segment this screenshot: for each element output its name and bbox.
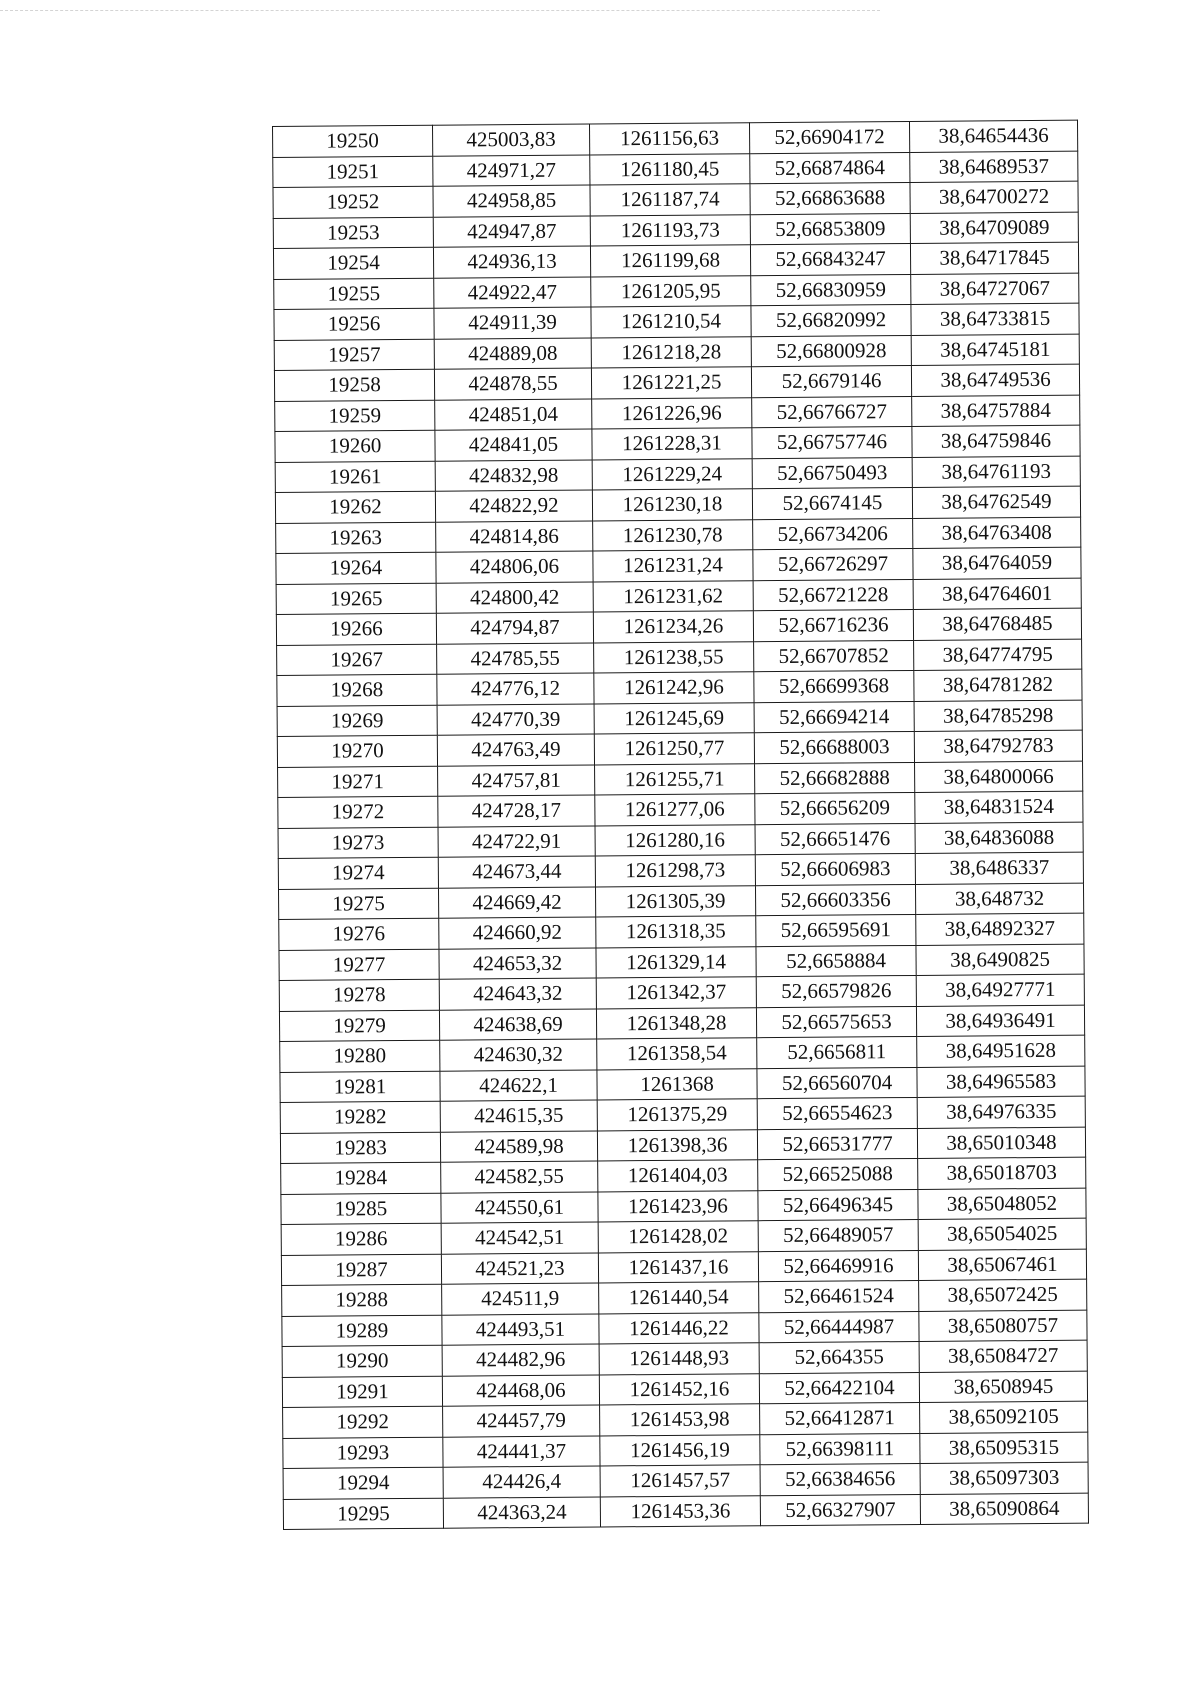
x-coordinate-cell: 424922,47 [434, 277, 591, 309]
y-coordinate-cell: 1261228,31 [592, 428, 752, 460]
latitude-cell: 52,66734206 [753, 518, 913, 550]
x-coordinate-cell: 424911,39 [434, 307, 591, 339]
latitude-cell: 52,66595691 [756, 914, 916, 946]
longitude-cell: 38,64774795 [914, 639, 1082, 671]
latitude-cell: 52,66444987 [759, 1311, 919, 1343]
point-number-cell: 19277 [279, 949, 439, 981]
longitude-cell: 38,65018703 [918, 1157, 1086, 1189]
y-coordinate-cell: 1261423,96 [598, 1190, 758, 1222]
x-coordinate-cell: 424936,13 [433, 246, 590, 278]
y-coordinate-cell: 1261404,03 [598, 1160, 758, 1192]
point-number-cell: 19295 [283, 1498, 443, 1530]
point-number-cell: 19276 [279, 918, 439, 950]
y-coordinate-cell: 1261221,25 [591, 367, 751, 399]
y-coordinate-cell: 1261318,35 [596, 916, 756, 948]
longitude-cell: 38,64761193 [912, 456, 1080, 488]
x-coordinate-cell: 424615,35 [440, 1100, 597, 1132]
longitude-cell: 38,64831524 [915, 791, 1083, 823]
longitude-cell: 38,65097303 [920, 1462, 1088, 1494]
y-coordinate-cell: 1261218,28 [591, 336, 751, 368]
latitude-cell: 52,6674145 [752, 487, 912, 519]
point-number-cell: 19279 [279, 1010, 439, 1042]
point-number-cell: 19291 [282, 1376, 442, 1408]
y-coordinate-cell: 1261238,55 [594, 641, 754, 673]
coordinate-table-body [273, 120, 1089, 1529]
latitude-cell: 52,66656209 [755, 792, 915, 824]
longitude-cell: 38,64762549 [912, 486, 1080, 518]
point-number-cell: 19252 [273, 186, 433, 218]
point-number-cell: 19260 [275, 430, 435, 462]
y-coordinate-cell: 1261329,14 [596, 946, 756, 978]
x-coordinate-cell: 424521,23 [441, 1252, 598, 1284]
x-coordinate-cell: 424468,06 [442, 1374, 599, 1406]
longitude-cell: 38,64749536 [911, 364, 1079, 396]
point-number-cell: 19262 [275, 491, 435, 523]
longitude-cell: 38,6508945 [919, 1371, 1087, 1403]
latitude-cell: 52,66830959 [751, 274, 911, 306]
longitude-cell: 38,64689537 [910, 151, 1078, 183]
longitude-cell: 38,64759846 [912, 425, 1080, 457]
point-number-cell: 19281 [280, 1071, 440, 1103]
x-coordinate-cell: 424889,08 [434, 337, 591, 369]
y-coordinate-cell: 1261229,24 [592, 458, 752, 490]
x-coordinate-cell: 424794,87 [436, 612, 593, 644]
x-coordinate-cell: 424441,37 [443, 1435, 600, 1467]
y-coordinate-cell: 1261156,63 [589, 123, 749, 155]
x-coordinate-cell: 424841,05 [435, 429, 592, 461]
longitude-cell: 38,64785298 [914, 700, 1082, 732]
latitude-cell: 52,6679146 [751, 365, 911, 397]
x-coordinate-cell: 424493,51 [442, 1313, 599, 1345]
latitude-cell: 52,66412871 [760, 1402, 920, 1434]
x-coordinate-cell: 424630,32 [440, 1039, 597, 1071]
longitude-cell: 38,65010348 [917, 1127, 1085, 1159]
latitude-cell: 52,66384656 [760, 1463, 920, 1495]
point-number-cell: 19293 [283, 1437, 443, 1469]
point-number-cell: 19285 [281, 1193, 441, 1225]
point-number-cell: 19294 [283, 1467, 443, 1499]
point-number-cell: 19259 [275, 400, 435, 432]
longitude-cell: 38,64717845 [910, 242, 1078, 274]
x-coordinate-cell: 424770,39 [437, 703, 594, 735]
y-coordinate-cell: 1261446,22 [599, 1312, 759, 1344]
x-coordinate-cell: 424669,42 [438, 886, 595, 918]
longitude-cell: 38,65067461 [918, 1249, 1086, 1281]
point-number-cell: 19272 [278, 796, 438, 828]
x-coordinate-cell: 424722,91 [438, 825, 595, 857]
x-coordinate-cell: 424653,32 [439, 947, 596, 979]
y-coordinate-cell: 1261456,19 [600, 1434, 760, 1466]
longitude-cell: 38,65084727 [919, 1340, 1087, 1372]
x-coordinate-cell: 424763,49 [437, 734, 594, 766]
longitude-cell: 38,64781282 [914, 669, 1082, 701]
x-coordinate-cell: 424622,1 [440, 1069, 597, 1101]
longitude-cell: 38,65072425 [919, 1279, 1087, 1311]
y-coordinate-cell: 1261305,39 [595, 885, 755, 917]
latitude-cell: 52,66757746 [752, 426, 912, 458]
point-number-cell: 19250 [273, 125, 433, 157]
y-coordinate-cell: 1261199,68 [590, 245, 750, 277]
point-number-cell: 19267 [277, 644, 437, 676]
longitude-cell: 38,64768485 [913, 608, 1081, 640]
x-coordinate-cell: 424878,55 [434, 368, 591, 400]
y-coordinate-cell: 1261205,95 [591, 275, 751, 307]
x-coordinate-cell: 424673,44 [438, 856, 595, 888]
point-number-cell: 19256 [274, 308, 434, 340]
x-coordinate-cell: 424776,12 [437, 673, 594, 705]
point-number-cell: 19253 [273, 217, 433, 249]
longitude-cell: 38,65092105 [920, 1401, 1088, 1433]
y-coordinate-cell: 1261230,18 [592, 489, 752, 521]
longitude-cell: 38,65054025 [918, 1218, 1086, 1250]
y-coordinate-cell: 1261453,36 [600, 1495, 760, 1527]
scan-edge-line [0, 10, 880, 11]
y-coordinate-cell: 1261242,96 [594, 672, 754, 704]
point-number-cell: 19257 [274, 339, 434, 371]
point-number-cell: 19269 [277, 705, 437, 737]
latitude-cell: 52,66531777 [757, 1128, 917, 1160]
longitude-cell: 38,6486337 [915, 852, 1083, 884]
y-coordinate-cell: 1261231,62 [593, 580, 753, 612]
x-coordinate-cell: 424971,27 [433, 155, 590, 187]
longitude-cell: 38,64654436 [909, 120, 1077, 152]
latitude-cell: 52,66707852 [754, 640, 914, 672]
coordinate-table [272, 120, 1089, 1530]
x-coordinate-cell: 424582,55 [441, 1161, 598, 1193]
longitude-cell: 38,64800066 [915, 761, 1083, 793]
longitude-cell: 38,65080757 [919, 1310, 1087, 1342]
point-number-cell: 19264 [276, 552, 436, 584]
x-coordinate-cell: 424426,4 [443, 1466, 600, 1498]
x-coordinate-cell: 424638,69 [439, 1008, 596, 1040]
x-coordinate-cell: 424511,9 [442, 1283, 599, 1315]
x-coordinate-cell: 424728,17 [438, 795, 595, 827]
x-coordinate-cell: 424832,98 [435, 459, 592, 491]
point-number-cell: 19287 [281, 1254, 441, 1286]
x-coordinate-cell: 424785,55 [437, 642, 594, 674]
longitude-cell: 38,64700272 [910, 181, 1078, 213]
point-number-cell: 19268 [277, 674, 437, 706]
latitude-cell: 52,66750493 [752, 457, 912, 489]
x-coordinate-cell: 424757,81 [438, 764, 595, 796]
longitude-cell: 38,64745181 [911, 334, 1079, 366]
latitude-cell: 52,66469916 [758, 1250, 918, 1282]
latitude-cell: 52,66682888 [755, 762, 915, 794]
longitude-cell: 38,64976335 [917, 1096, 1085, 1128]
latitude-cell: 52,66766727 [752, 396, 912, 428]
longitude-cell: 38,64709089 [910, 212, 1078, 244]
latitude-cell: 52,66422104 [759, 1372, 919, 1404]
x-coordinate-cell: 424542,51 [441, 1222, 598, 1254]
longitude-cell: 38,64951628 [917, 1035, 1085, 1067]
y-coordinate-cell: 1261348,28 [596, 1007, 756, 1039]
x-coordinate-cell: 424550,61 [441, 1191, 598, 1223]
y-coordinate-cell: 1261187,74 [590, 184, 750, 216]
x-coordinate-cell: 424806,06 [436, 551, 593, 583]
x-coordinate-cell: 424660,92 [439, 917, 596, 949]
latitude-cell: 52,66721228 [753, 579, 913, 611]
point-number-cell: 19274 [278, 857, 438, 889]
table-row [283, 1493, 1088, 1530]
y-coordinate-cell: 1261358,54 [597, 1038, 757, 1070]
latitude-cell: 52,66699368 [754, 670, 914, 702]
longitude-cell: 38,64792783 [914, 730, 1082, 762]
longitude-cell: 38,65095315 [920, 1432, 1088, 1464]
latitude-cell: 52,66688003 [754, 731, 914, 763]
longitude-cell: 38,6490825 [916, 944, 1084, 976]
point-number-cell: 19290 [282, 1345, 442, 1377]
longitude-cell: 38,65048052 [918, 1188, 1086, 1220]
point-number-cell: 19286 [281, 1223, 441, 1255]
point-number-cell: 19251 [273, 156, 433, 188]
longitude-cell: 38,64936491 [916, 1005, 1084, 1037]
y-coordinate-cell: 1261245,69 [594, 702, 754, 734]
latitude-cell: 52,66496345 [758, 1189, 918, 1221]
latitude-cell: 52,66694214 [754, 701, 914, 733]
y-coordinate-cell: 1261437,16 [598, 1251, 758, 1283]
latitude-cell: 52,66489057 [758, 1219, 918, 1251]
latitude-cell: 52,66327907 [760, 1494, 920, 1526]
x-coordinate-cell: 424482,96 [442, 1344, 599, 1376]
y-coordinate-cell: 1261210,54 [591, 306, 751, 338]
longitude-cell: 38,64727067 [911, 273, 1079, 305]
latitude-cell: 52,66560704 [757, 1067, 917, 1099]
latitude-cell: 52,66843247 [750, 243, 910, 275]
point-number-cell: 19266 [276, 613, 436, 645]
point-number-cell: 19254 [273, 247, 433, 279]
x-coordinate-cell: 424457,79 [443, 1405, 600, 1437]
latitude-cell: 52,66800928 [751, 335, 911, 367]
latitude-cell: 52,66461524 [759, 1280, 919, 1312]
latitude-cell: 52,66603356 [755, 884, 915, 916]
longitude-cell: 38,64836088 [915, 822, 1083, 854]
longitude-cell: 38,64763408 [913, 517, 1081, 549]
latitude-cell: 52,66651476 [755, 823, 915, 855]
latitude-cell: 52,66525088 [758, 1158, 918, 1190]
y-coordinate-cell: 1261298,73 [595, 855, 755, 887]
latitude-cell: 52,6658884 [756, 945, 916, 977]
x-coordinate-cell: 424814,86 [436, 520, 593, 552]
y-coordinate-cell: 1261428,02 [598, 1221, 758, 1253]
x-coordinate-cell: 424958,85 [433, 185, 590, 217]
point-number-cell: 19271 [278, 766, 438, 798]
y-coordinate-cell: 1261250,77 [594, 733, 754, 765]
latitude-cell: 52,66853809 [750, 213, 910, 245]
latitude-cell: 52,6656811 [757, 1036, 917, 1068]
point-number-cell: 19258 [274, 369, 434, 401]
longitude-cell: 38,65090864 [920, 1493, 1088, 1525]
point-number-cell: 19284 [281, 1162, 441, 1194]
y-coordinate-cell: 1261255,71 [595, 763, 755, 795]
y-coordinate-cell: 1261226,96 [592, 397, 752, 429]
longitude-cell: 38,64757884 [912, 395, 1080, 427]
longitude-cell: 38,648732 [915, 883, 1083, 915]
latitude-cell: 52,66606983 [755, 853, 915, 885]
y-coordinate-cell: 1261398,36 [597, 1129, 757, 1161]
longitude-cell: 38,64764059 [913, 547, 1081, 579]
y-coordinate-cell: 1261440,54 [599, 1282, 759, 1314]
x-coordinate-cell: 424800,42 [436, 581, 593, 613]
point-number-cell: 19263 [276, 522, 436, 554]
point-number-cell: 19288 [282, 1284, 442, 1316]
latitude-cell: 52,66726297 [753, 548, 913, 580]
y-coordinate-cell: 1261180,45 [590, 153, 750, 185]
y-coordinate-cell: 1261231,24 [593, 550, 753, 582]
y-coordinate-cell: 1261375,29 [597, 1099, 757, 1131]
y-coordinate-cell: 1261280,16 [595, 824, 755, 856]
x-coordinate-cell: 424363,24 [443, 1496, 600, 1528]
point-number-cell: 19255 [274, 278, 434, 310]
point-number-cell: 19283 [280, 1132, 440, 1164]
point-number-cell: 19280 [280, 1040, 440, 1072]
y-coordinate-cell: 1261368 [597, 1068, 757, 1100]
point-number-cell: 19289 [282, 1315, 442, 1347]
point-number-cell: 19292 [283, 1406, 443, 1438]
latitude-cell: 52,66820992 [751, 304, 911, 336]
longitude-cell: 38,64733815 [911, 303, 1079, 335]
point-number-cell: 19261 [275, 461, 435, 493]
latitude-cell: 52,66398111 [760, 1433, 920, 1465]
x-coordinate-cell: 424589,98 [440, 1130, 597, 1162]
y-coordinate-cell: 1261342,37 [596, 977, 756, 1009]
y-coordinate-cell: 1261230,78 [593, 519, 753, 551]
point-number-cell: 19273 [278, 827, 438, 859]
y-coordinate-cell: 1261452,16 [599, 1373, 759, 1405]
point-number-cell: 19278 [279, 979, 439, 1011]
longitude-cell: 38,64764601 [913, 578, 1081, 610]
latitude-cell: 52,66716236 [753, 609, 913, 641]
latitude-cell: 52,66575653 [756, 1006, 916, 1038]
x-coordinate-cell: 424851,04 [435, 398, 592, 430]
x-coordinate-cell: 424947,87 [433, 216, 590, 248]
latitude-cell: 52,66579826 [756, 975, 916, 1007]
latitude-cell: 52,66554623 [757, 1097, 917, 1129]
y-coordinate-cell: 1261234,26 [593, 611, 753, 643]
latitude-cell: 52,664355 [759, 1341, 919, 1373]
point-number-cell: 19265 [276, 583, 436, 615]
longitude-cell: 38,64927771 [916, 974, 1084, 1006]
point-number-cell: 19282 [280, 1101, 440, 1133]
longitude-cell: 38,64892327 [916, 913, 1084, 945]
point-number-cell: 19275 [278, 888, 438, 920]
latitude-cell: 52,66874864 [750, 152, 910, 184]
latitude-cell: 52,66863688 [750, 182, 910, 214]
x-coordinate-cell: 424822,92 [435, 490, 592, 522]
x-coordinate-cell: 425003,83 [432, 124, 589, 156]
y-coordinate-cell: 1261457,57 [600, 1465, 760, 1497]
y-coordinate-cell: 1261453,98 [600, 1404, 760, 1436]
point-number-cell: 19270 [277, 735, 437, 767]
latitude-cell: 52,66904172 [749, 121, 909, 153]
y-coordinate-cell: 1261193,73 [590, 214, 750, 246]
x-coordinate-cell: 424643,32 [439, 978, 596, 1010]
longitude-cell: 38,64965583 [917, 1066, 1085, 1098]
y-coordinate-cell: 1261448,93 [599, 1343, 759, 1375]
y-coordinate-cell: 1261277,06 [595, 794, 755, 826]
